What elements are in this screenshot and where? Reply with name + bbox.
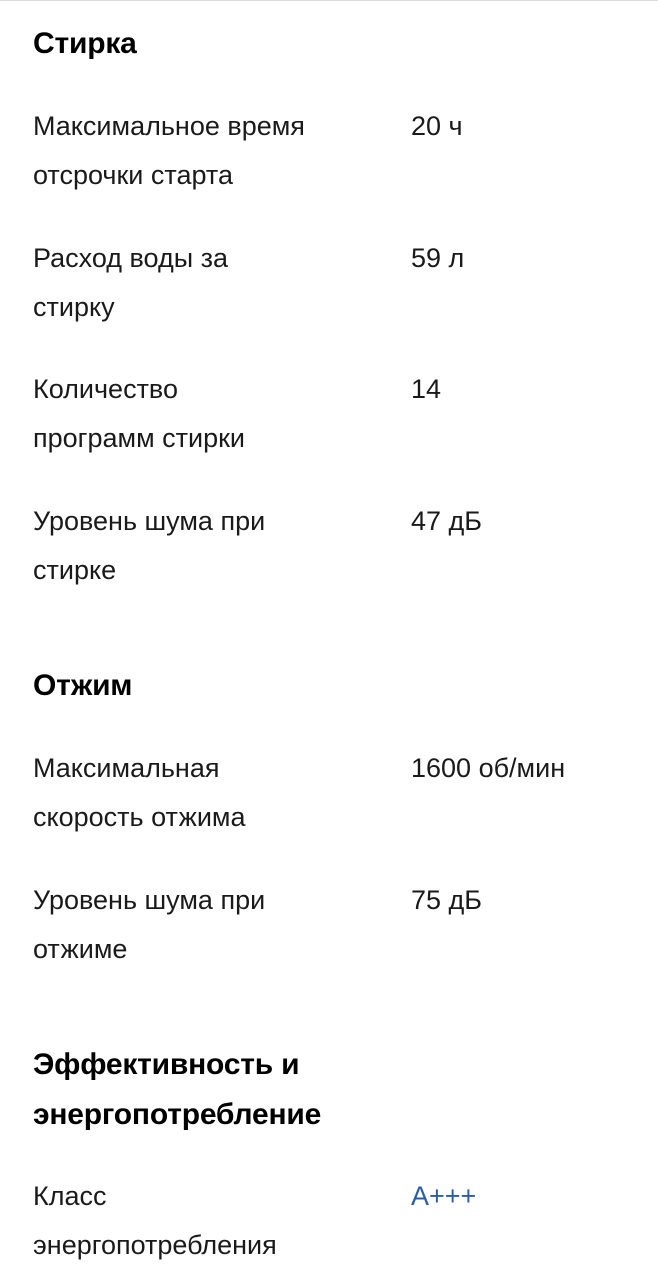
spec-label: Уровень шума при отжиме — [33, 885, 266, 964]
spec-row-water-consumption — [33, 234, 464, 332]
spec-row-noise-washing — [33, 497, 482, 595]
spec-value: 1600 об/мин — [411, 753, 566, 783]
energy-class-link[interactable]: A+++ — [411, 1181, 477, 1211]
spec-row-energy-class — [33, 1172, 476, 1270]
spec-label: Количество программ стирки — [33, 374, 246, 453]
spec-row-programs-count — [33, 365, 441, 463]
spec-value: 59 л — [411, 243, 465, 273]
section-title-washing: Стирка — [33, 27, 137, 60]
spec-label: Класс энергопотребления — [33, 1181, 277, 1260]
section-title-spin: Отжим — [33, 669, 133, 702]
spec-label: Расход воды за стирку — [33, 243, 229, 322]
spec-row-noise-spin — [33, 876, 482, 974]
spec-row-delay-start — [33, 102, 463, 200]
spec-value: 14 — [411, 374, 442, 404]
spec-value: 47 дБ — [411, 506, 483, 536]
spec-label: Максимальная скорость отжима — [33, 753, 246, 832]
top-divider — [0, 0, 658, 1]
spec-row-max-spin-speed — [33, 744, 565, 842]
spec-value: 20 ч — [411, 111, 463, 141]
section-title-efficiency: Эффективность и энергопотребление — [33, 1048, 322, 1131]
spec-value: 75 дБ — [411, 885, 483, 915]
spec-label: Уровень шума при стирке — [33, 506, 266, 585]
spec-label: Максимальное время отсрочки старта — [33, 111, 305, 190]
